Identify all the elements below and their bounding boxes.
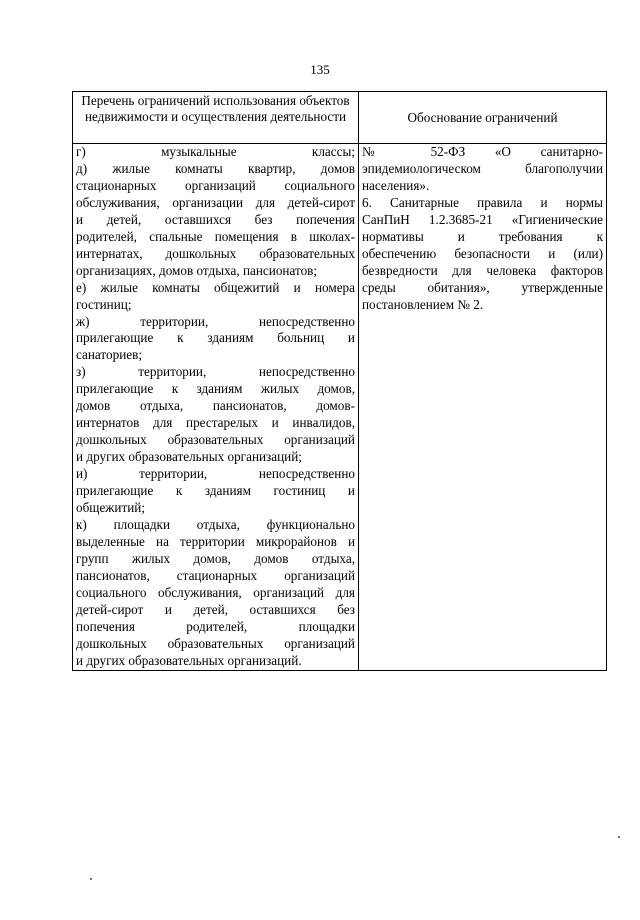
text-line: общежитий; (76, 500, 146, 516)
text-line: санаториев; (76, 347, 143, 363)
text-line: домов отдыха, пансионатов, домов- (76, 398, 355, 414)
text-line: з) территории, непосредственно (76, 364, 355, 380)
scan-speck (618, 836, 620, 838)
text-line: среды обитания», утвержденные (362, 279, 603, 295)
text-line: и детей, оставшихся без попечения (76, 211, 355, 227)
text-line: социального обслуживания, организаций для (76, 584, 355, 600)
text-line: № 52-ФЗ «О санитарно- (362, 144, 603, 159)
table-header-row (73, 92, 607, 144)
text-line: стационарных организаций социального (76, 177, 355, 193)
header-justification: Обоснование ограничений (359, 92, 607, 144)
text-line: 6. Санитарные правила и нормы (362, 194, 603, 210)
text-line: безвредности для человека факторов (362, 262, 603, 278)
text-line: нормативы и требования к (362, 228, 603, 244)
restrictions-cell (73, 144, 359, 671)
text-line: обслуживания, организации для детей-сирот (76, 194, 355, 210)
text-line: и других образовательных организаций. (76, 652, 302, 668)
text-line: прилегающие к зданиям больниц и (76, 330, 355, 346)
text-line: населения». (362, 177, 430, 193)
text-line: попечения родителей, площадки (76, 618, 355, 634)
text-line: родителей, спальные помещения в школах- (76, 228, 355, 244)
text-line: и) территории, непосредственно (76, 466, 355, 482)
text-line: пансионатов, стационарных организаций (76, 567, 355, 583)
text-line: эпидемиологическом благополучии (362, 160, 603, 176)
text-line: к) площадки отдыха, функционально (76, 516, 355, 532)
text-line: е) жилые комнаты общежитий и номера (76, 279, 355, 295)
text-line: выделенные на территории микрорайонов и (76, 533, 355, 549)
text-line: дошкольных образовательных организаций (76, 635, 355, 651)
text-line: обеспечению безопасности и (или) (362, 245, 603, 261)
text-line: ж) территории, непосредственно (76, 313, 355, 329)
text-line: г) музыкальные классы; (76, 144, 355, 159)
text-line: гостиниц; (76, 296, 132, 312)
restrictions-table (72, 91, 607, 671)
text-line: интернатов для престарелых и инвалидов, (76, 415, 355, 431)
text-line: прилегающие к зданиям жилых домов, (76, 381, 355, 397)
page-number: 135 (310, 62, 330, 77)
table-row (73, 144, 607, 671)
text-line: детей-сирот и детей, оставшихся без (76, 601, 355, 617)
scan-speck (90, 878, 92, 880)
text-line: СанПиН 1.2.3685-21 «Гигиенические (362, 211, 603, 227)
text-line: интернатах, дошкольных образовательных (76, 245, 355, 261)
justification-cell (359, 144, 607, 671)
text-line: и других образовательных организаций; (76, 449, 302, 465)
text-line: постановлением № 2. (362, 296, 484, 312)
text-line: прилегающие к зданиям гостиниц и (76, 483, 355, 499)
header-restrictions-list: Перечень ограничений использования объектов недвижимости и осуществления деятельности (73, 92, 359, 144)
text-line: групп жилых домов, домов отдыха, (76, 550, 355, 566)
text-line: организациях, домов отдыха, пансионатов; (76, 262, 318, 278)
text-line: д) жилые комнаты квартир, домов (76, 160, 355, 176)
text-line: дошкольных образовательных организаций (76, 432, 355, 448)
